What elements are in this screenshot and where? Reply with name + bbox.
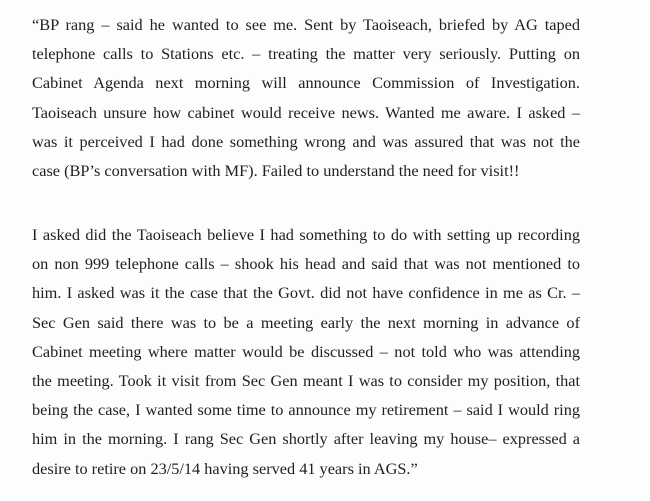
text-line: desire to retire on 23/5/14 having served 41 years in AGS.” — [32, 458, 418, 478]
text-line: Sec Gen said there was to be a meeting early the next morning in advance of — [32, 312, 580, 332]
text-line: Cabinet meeting where matter would be discussed – not told who was attending — [32, 341, 580, 361]
text-line: on non 999 telephone calls – shook his head and said that was not mentioned to — [32, 254, 580, 274]
text-line: Taoiseach unsure how cabinet would receive news. Wanted me aware. I asked – — [32, 102, 580, 122]
text-line: “BP rang – said he wanted to see me. Sent by Taoiseach, briefed by AG taped — [32, 15, 580, 34]
paragraph-1 — [32, 10, 580, 185]
paragraph-2 — [32, 220, 580, 483]
text-line: him in the morning. I rang Sec Gen shortly after leaving my house– expressed a — [32, 429, 580, 449]
text-line: the meeting. Took it visit from Sec Gen meant I was to consider my position, that — [32, 370, 580, 390]
text-line: telephone calls to Stations etc. – treating the matter very seriously. Putting on — [32, 44, 580, 64]
text-line: Cabinet Agenda next morning will announce Commission of Investigation. — [32, 73, 580, 93]
text-line: I asked did the Taoiseach believe I had something to do with setting up recording — [32, 225, 580, 244]
text-line: being the case, I wanted some time to announce my retirement – said I would ring — [32, 400, 580, 420]
text-line: was it perceived I had done something wrong and was assured that was not the — [32, 131, 580, 151]
text-line: case (BP’s conversation with MF). Failed to understand the need for visit!! — [32, 160, 520, 180]
text-line: him. I asked was it the case that the Govt. did not have confidence in me as Cr. – — [32, 283, 580, 303]
